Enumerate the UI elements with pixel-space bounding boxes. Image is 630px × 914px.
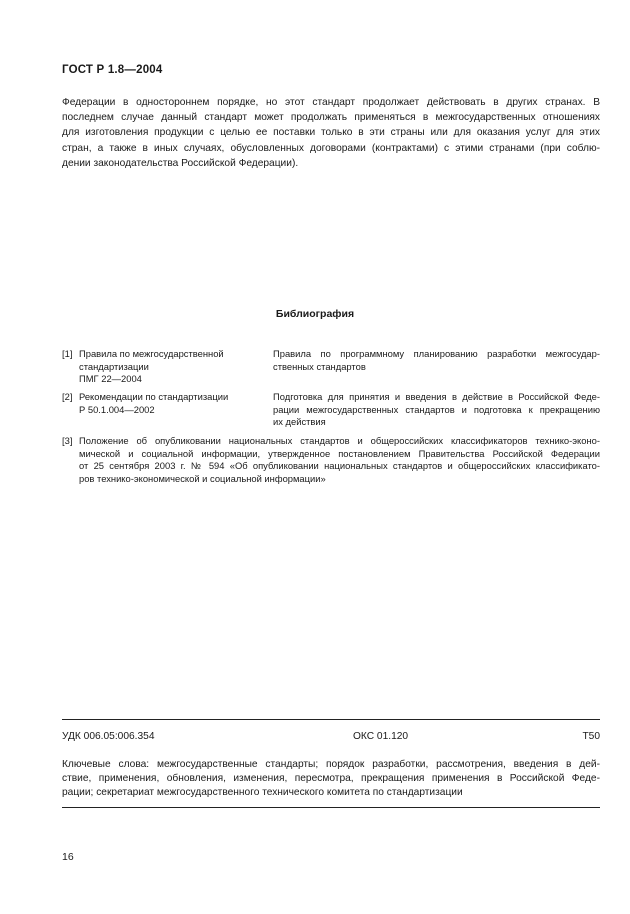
oks-code: ОКС 01.120: [353, 731, 409, 742]
footer-top-rule: [62, 719, 600, 720]
bibliography-number: [3]: [62, 435, 73, 446]
paragraph-line: Федерации в одностороннем порядке, но этот стандарт продолжает действовать в других странах. В: [62, 97, 600, 108]
bibliography-number: [1]: [62, 348, 73, 359]
description-line: их действия: [273, 416, 326, 428]
bibliography-description: [273, 391, 600, 429]
reference-line: от 25 сентября 2003 г. № 594 «Об опубликовании национальных стандартов и общероссийских классификато-: [79, 460, 600, 472]
description-line: Подготовка для принятия и введения в действие в Российской Феде-: [273, 391, 600, 402]
reference-line: Рекомендации по стандартизации: [79, 391, 229, 402]
bibliography-title: Библиография: [275, 308, 355, 320]
reference-line: ПМГ 22—2004: [79, 373, 142, 385]
reference-line: Правила по межгосударственной: [79, 348, 224, 359]
t-code: Т50: [582, 731, 600, 742]
bibliography-reference: [79, 435, 600, 485]
reference-line: стандартизации: [79, 360, 149, 372]
document-header: ГОСТ Р 1.8—2004: [62, 64, 163, 76]
paragraph-line: для изготовления продукции с целью ее поставки только в эти страны или для оказания услуг для этих: [62, 127, 600, 139]
reference-line: ров технико-экономической и социальной информации»: [79, 472, 326, 484]
body-paragraph: [62, 95, 600, 171]
description-line: Правила по программному планированию разработки межгосудар-: [273, 348, 600, 359]
reference-line: Р 50.1.004—2002: [79, 403, 155, 415]
page-number: 16: [62, 851, 74, 863]
keywords: [62, 758, 600, 800]
keywords-line: Ключевые слова: межгосударственные стандарты; порядок разработки, рассмотрения, введения в дей-: [62, 759, 600, 770]
keywords-line: рации; секретариат межгосударственного технического комитета по стандартизации: [62, 787, 463, 798]
footer-bottom-rule: [62, 807, 600, 808]
bibliography-reference: [79, 391, 269, 416]
reference-line: мической и социальной информации, утвержденное постановлением Правительства Российской Федерации: [79, 447, 600, 459]
reference-line: Положение об опубликовании национальных стандартов и общероссийских классификаторов технико-эконо-: [79, 435, 600, 446]
bibliography-description: [273, 348, 600, 373]
paragraph-line: стран, а также в иных случаях, обусловленных договорами (контрактами) с этими странами (при соблю-: [62, 142, 600, 154]
classification-codes: [62, 731, 600, 745]
keywords-line: ствие, применения, обновления, изменения, пересмотра, прекращения применения в Российской Феде-: [62, 773, 600, 784]
paragraph-line: последнем случае данный стандарт может продолжать применяться в межгосударственных отношениях: [62, 112, 600, 124]
bibliography-number: [2]: [62, 391, 73, 402]
paragraph-line: дении законодательства Российской Федерации).: [62, 157, 299, 169]
description-line: ственных стандартов: [273, 360, 366, 372]
bibliography-reference: [79, 348, 269, 386]
description-line: рации межгосударственных стандартов и подготовка к прекращению: [273, 403, 600, 415]
udk-code: УДК 006.05:006.354: [62, 731, 155, 742]
